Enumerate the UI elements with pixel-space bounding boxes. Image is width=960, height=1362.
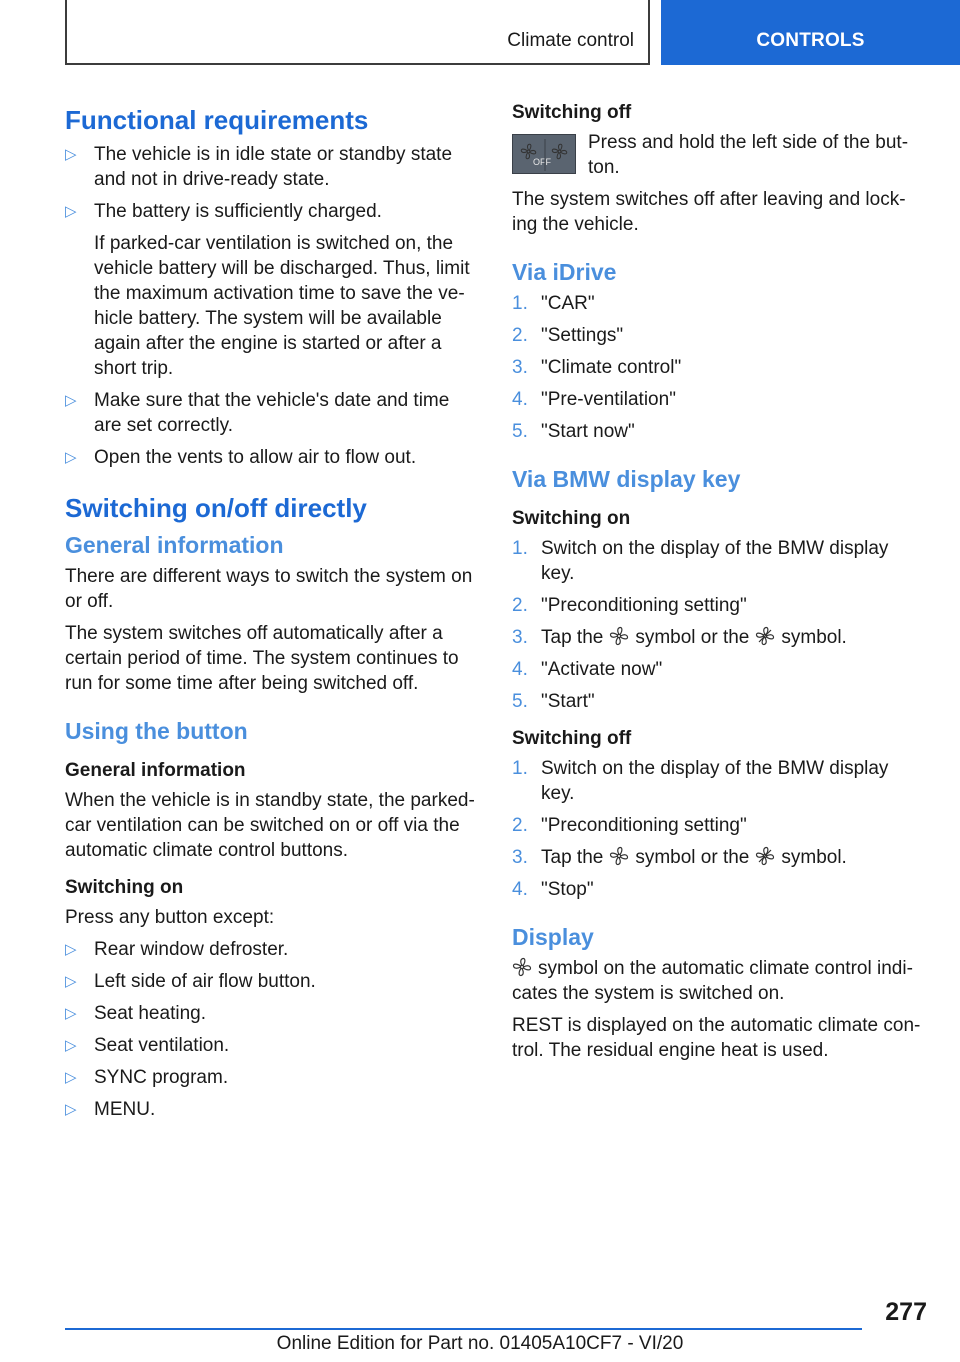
header-section-box xyxy=(65,0,650,65)
list-item: 3. Tap the symbol or the symbol. xyxy=(512,847,847,868)
bullet-icon: ▷ xyxy=(65,146,77,163)
bullet-icon: ▷ xyxy=(65,1069,77,1086)
general-information-heading: General information xyxy=(65,532,284,558)
key-off-steps xyxy=(512,756,924,902)
button-general-paragraph: When the vehicle is in standby state, the parked-car ventilation can be switched on or off via the automatic climate control buttons. xyxy=(65,790,475,861)
list-item: ▷ The vehicle is in idle state or standby state and not in drive-ready state. xyxy=(65,144,453,190)
using-button-heading: Using the button xyxy=(65,718,248,744)
fan-icon xyxy=(609,846,629,866)
list-item: 4. "Pre-ventilation" xyxy=(512,389,676,410)
list-item: 2. "Preconditioning setting" xyxy=(512,815,747,836)
fan-heat-icon xyxy=(755,846,775,866)
list-item: ▷ Left side of air flow button. xyxy=(65,971,316,992)
bullet-icon: ▷ xyxy=(65,1037,77,1054)
except-list xyxy=(65,937,477,1122)
fan-off-button-image xyxy=(512,134,576,174)
list-item: 3. Tap the symbol or the symbol. xyxy=(512,627,847,648)
fan-off-icon xyxy=(513,135,577,175)
display-paragraph-1: symbol on the automatic climate control indicates the system is switched on. xyxy=(512,958,913,1004)
list-item: 5. "Start now" xyxy=(512,421,635,442)
list-item: 1. Switch on the display of the BMW display key. xyxy=(512,758,889,804)
fan-off-label: OFF xyxy=(533,157,551,167)
bullet-icon: ▷ xyxy=(65,449,77,466)
list-item: ▷ Open the vents to allow air to flow out. xyxy=(65,447,417,468)
general-paragraph-2: The system switches off automatically after a certain period of time. The system continues to run for some time after being switched off. xyxy=(65,623,459,694)
button-general-subheading: General information xyxy=(65,760,246,781)
switching-on-subheading: Switching on xyxy=(65,877,184,898)
switching-off-subheading: Switching off xyxy=(512,102,632,123)
bullet-icon: ▷ xyxy=(65,941,77,958)
list-item: ▷ SYNC program. xyxy=(65,1067,229,1088)
list-item: 2. "Preconditioning setting" xyxy=(512,595,747,616)
list-item: 1. "CAR" xyxy=(512,293,595,314)
left-column xyxy=(65,100,477,1129)
header-chapter-label: CONTROLS xyxy=(756,30,865,51)
bullet-icon: ▷ xyxy=(65,973,77,990)
functional-requirements-list xyxy=(65,142,477,470)
page-number: 277 xyxy=(885,1298,927,1326)
list-item: 2. "Settings" xyxy=(512,325,624,346)
switching-off-paragraph: The system switches off after leaving and locking the vehicle. xyxy=(512,189,906,235)
fan-heat-icon xyxy=(755,626,775,646)
bullet-icon: ▷ xyxy=(65,203,77,220)
footer-divider xyxy=(65,1328,862,1330)
list-item: 4. "Activate now" xyxy=(512,659,663,680)
battery-note: If parked-car ventilation is switched on, the vehicle battery will be discharged. Thus, limit the maximum activation time to save the vehicle battery. The system will be available again after the engine is started or after a short trip. xyxy=(94,233,470,379)
right-column xyxy=(512,100,924,1070)
footer-edition: Online Edition for Part no. 01405A10CF7 - VI/20 xyxy=(276,1333,684,1354)
fan-icon xyxy=(609,626,629,646)
switching-on-paragraph: Press any button except: xyxy=(65,907,275,928)
list-item: ▷ Make sure that the vehicle's date and time are set correctly. xyxy=(65,390,450,436)
list-item: ▷ Seat heating. xyxy=(65,1003,206,1024)
list-item: 4. "Stop" xyxy=(512,879,594,900)
display-paragraph-2: REST is displayed on the automatic climate control. The residual engine heat is used. xyxy=(512,1015,921,1061)
bullet-icon: ▷ xyxy=(65,1101,77,1118)
bullet-icon: ▷ xyxy=(65,392,77,409)
idrive-steps xyxy=(512,291,924,444)
key-on-steps xyxy=(512,536,924,714)
via-idrive-heading: Via iDrive xyxy=(512,259,617,285)
key-switching-off-subheading: Switching off xyxy=(512,728,632,749)
switching-off-button-text: Press and hold the left side of the button. xyxy=(588,132,909,178)
via-display-key-heading: Via BMW display key xyxy=(512,466,741,492)
header-chapter-tab xyxy=(661,0,960,65)
functional-requirements-heading: Functional requirements xyxy=(65,105,369,135)
list-item: 3. "Climate control" xyxy=(512,357,682,378)
general-paragraph-1: There are different ways to switch the system on or off. xyxy=(65,566,473,612)
list-item: ▷ Seat ventilation. xyxy=(65,1035,230,1056)
list-item: 5. "Start" xyxy=(512,691,595,712)
switching-directly-heading: Switching on/off directly xyxy=(65,493,367,523)
list-item: 1. Switch on the display of the BMW display key. xyxy=(512,538,889,584)
list-item: ▷ The battery is sufficiently charged. If parked-car ventilation is switched on, the vehicle battery will be discharged. Thus, limit the maximum activation time to save the vehicle battery. The system will be available again after the engine is started or after a short trip. xyxy=(65,199,477,381)
bullet-icon: ▷ xyxy=(65,1005,77,1022)
header-section-title: Climate control xyxy=(507,30,634,51)
list-item: ▷ MENU. xyxy=(65,1099,156,1120)
fan-icon xyxy=(512,957,532,977)
display-heading: Display xyxy=(512,924,594,950)
list-item: ▷ Rear window defroster. xyxy=(65,939,289,960)
key-switching-on-subheading: Switching on xyxy=(512,508,631,529)
